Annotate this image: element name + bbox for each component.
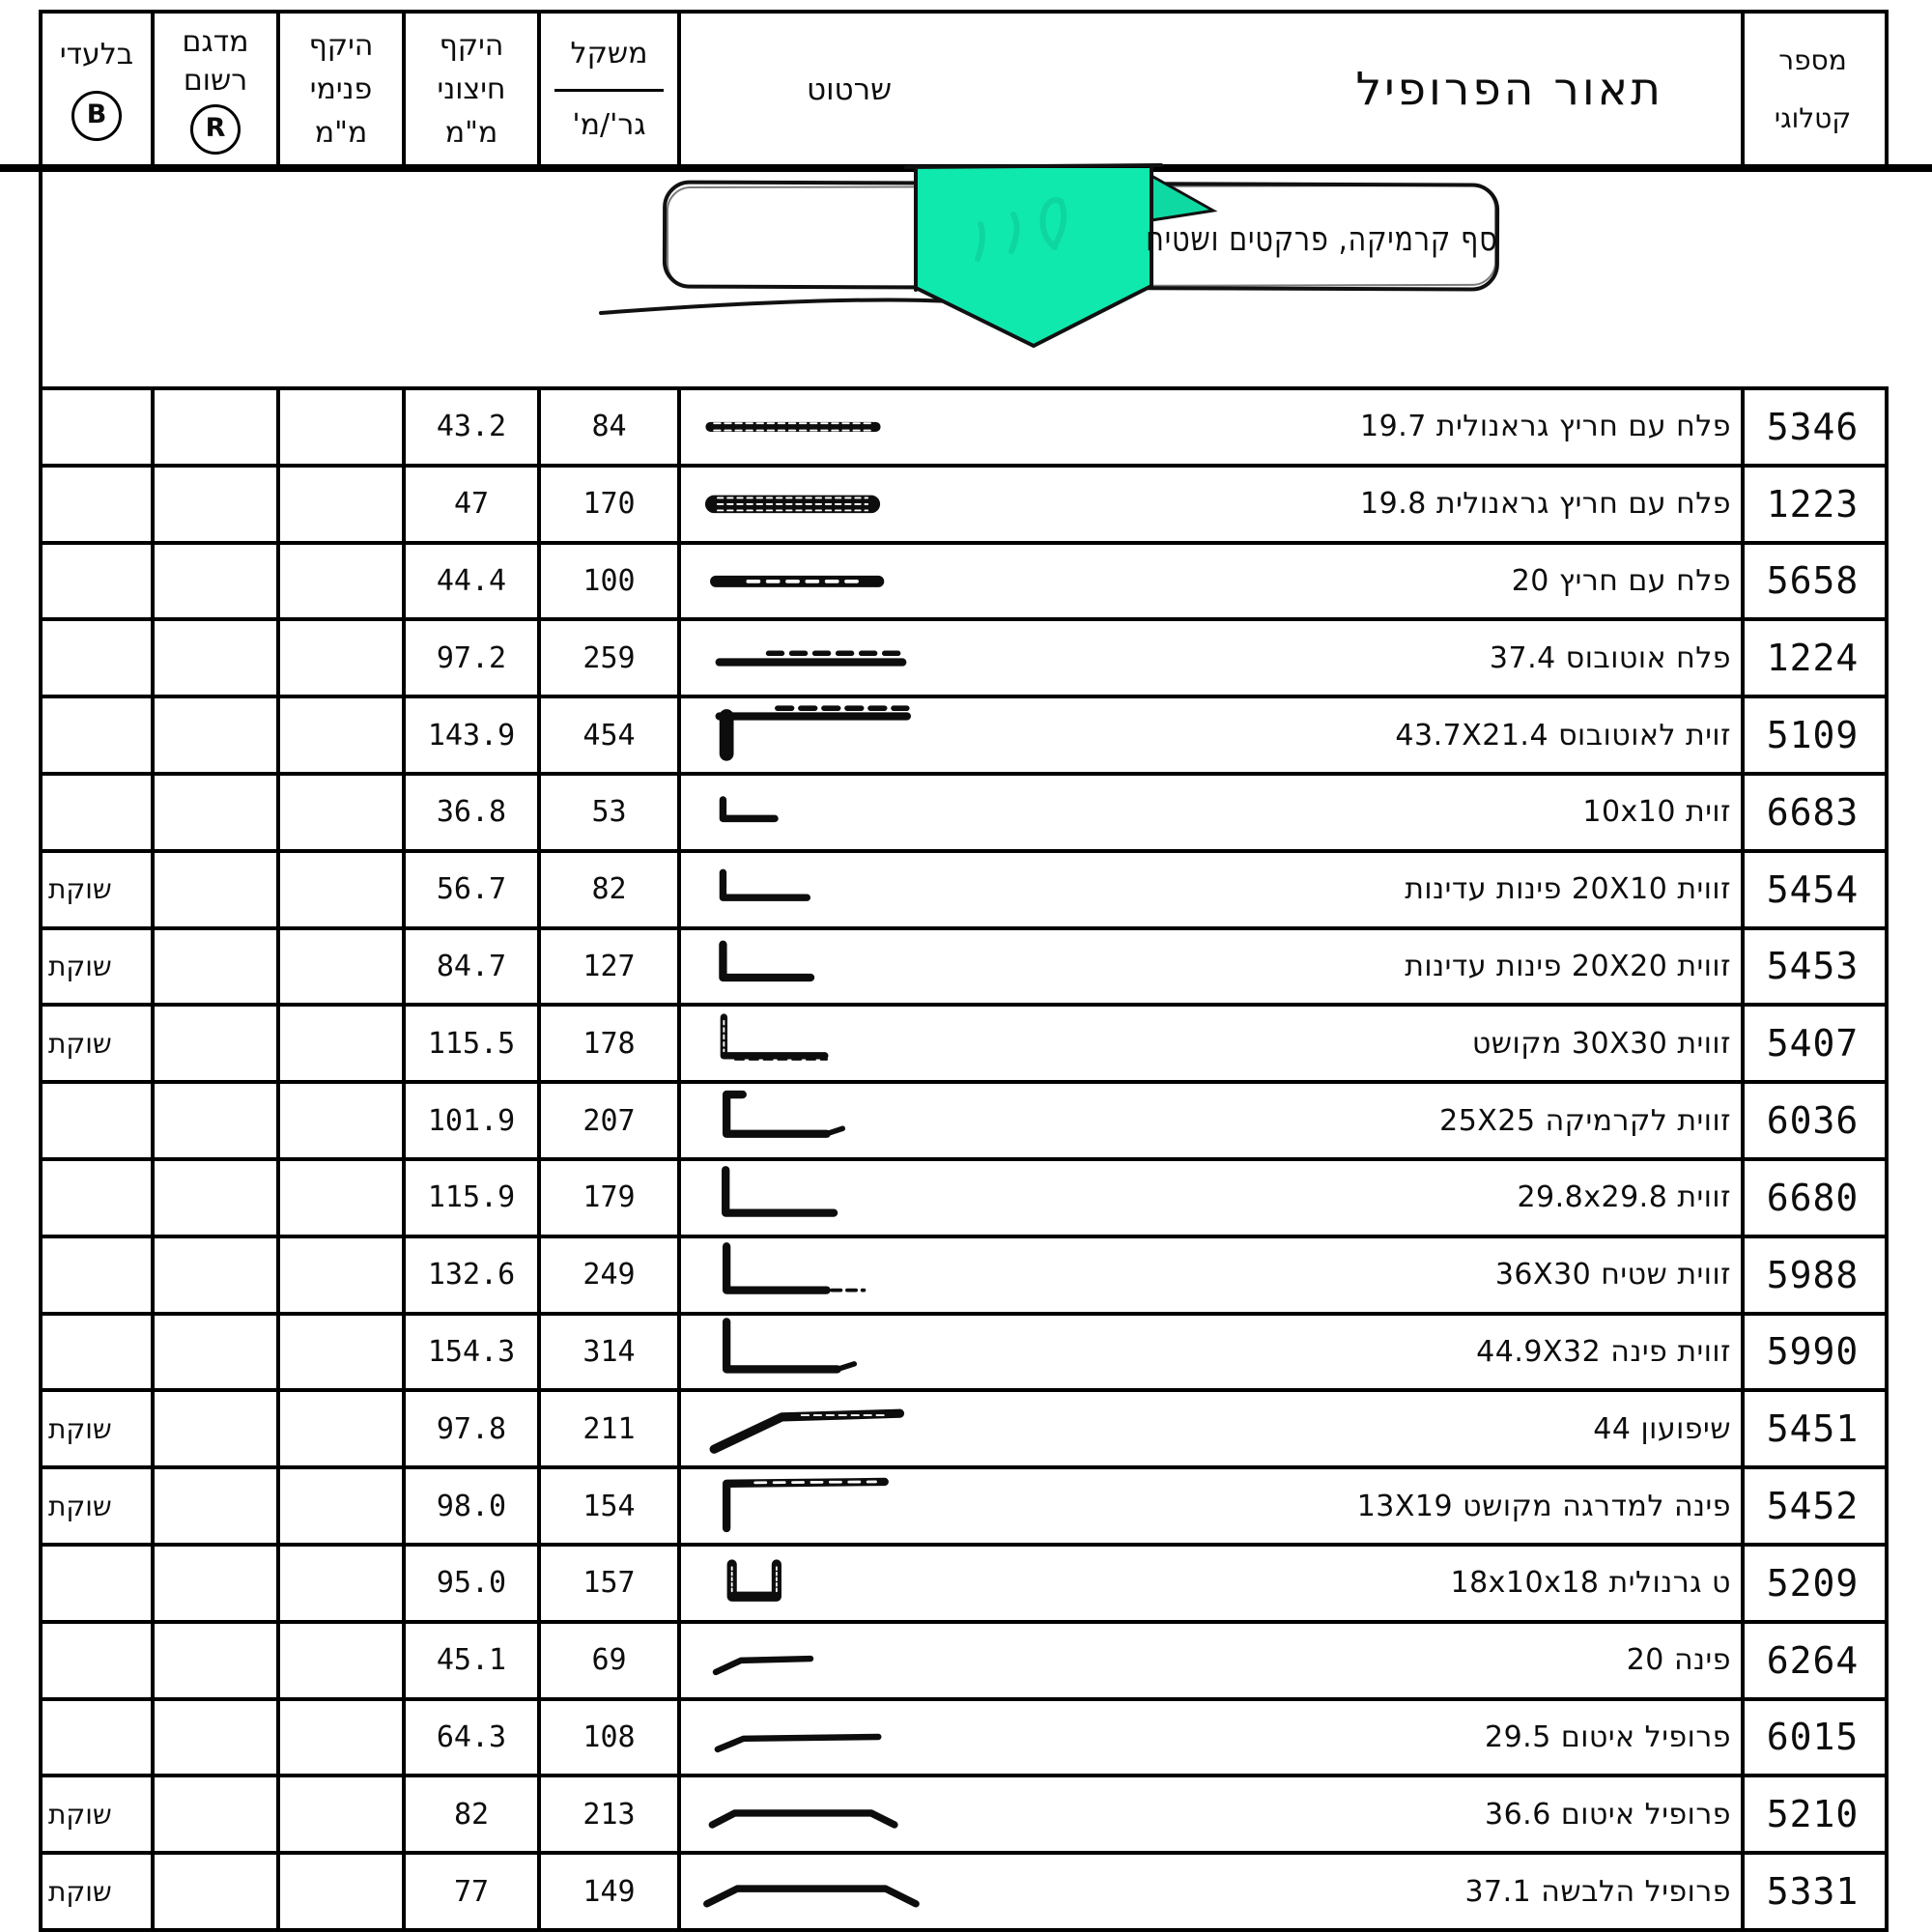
catalog-number: 6683 [1766,790,1860,834]
catalog-number: 5346 [1766,405,1860,448]
profile-drawing [693,621,1021,695]
exclusive-cell [43,1161,155,1235]
outer-perimeter-cell: 64.3 [406,1701,541,1775]
profile-drawing [693,1624,1021,1697]
inner-perimeter-cell [280,1547,406,1620]
catalog-number: 6036 [1766,1099,1860,1143]
weight-cell: 211 [541,1392,681,1465]
table-row [43,698,1885,776]
profile-cell [681,930,1745,1004]
profile-drawing [693,545,1021,618]
table-header [39,10,1889,166]
catalog-number: 1223 [1766,482,1860,526]
weight-cell: 314 [541,1316,681,1389]
outer-perimeter-cell: 77 [406,1855,541,1928]
weight-cell: 149 [541,1855,681,1928]
profile-cell [681,853,1745,926]
weight-cell: 207 [541,1084,681,1157]
profile-drawing [693,1469,1021,1543]
outer-perimeter-cell: 43.2 [406,390,541,464]
banner-swoosh [601,300,964,314]
registered-cell [155,1777,280,1851]
table-row [43,1007,1885,1084]
profile-cell [681,1469,1745,1543]
exclusive-cell: שוקת [43,1777,155,1851]
profile-cell [681,1701,1745,1775]
inner-perimeter-cell [280,1007,406,1080]
exclusive-cell [43,1316,155,1389]
header-outer-line2: חיצוני [437,72,506,106]
registered-cell [155,545,280,618]
registered-cell [155,1007,280,1080]
exclusive-cell [43,390,155,464]
profile-description: זוית לאוטובוס 43.7X21.4 [1395,718,1731,753]
catalog-number: 5990 [1766,1330,1860,1374]
exclusive-cell [43,1084,155,1157]
outer-perimeter-cell: 98.0 [406,1469,541,1543]
catalog-number: 5453 [1766,945,1860,988]
exclusive-cell: שוקת [43,853,155,926]
exclusive-cell [43,776,155,849]
catalog-number: 5331 [1766,1870,1860,1914]
profile-drawing [693,1007,1021,1080]
banner-flag [916,168,1151,348]
outer-perimeter-cell: 143.9 [406,698,541,772]
profile-description: פרופיל איטום 29.5 [1484,1719,1731,1754]
inner-perimeter-cell [280,1392,406,1465]
exclusive-cell: שוקת [43,930,155,1004]
outer-perimeter-cell: 132.6 [406,1238,541,1312]
table-row [43,1238,1885,1316]
outer-perimeter-cell: 56.7 [406,853,541,926]
weight-cell: 53 [541,776,681,849]
profile-cell [681,545,1745,618]
profile-drawing [693,390,1021,464]
profile-drawing [693,776,1021,849]
profile-cell [681,621,1745,695]
exclusive-cell [43,545,155,618]
registered-cell [155,390,280,464]
profile-drawing [693,1777,1021,1851]
inner-perimeter-cell [280,468,406,541]
outer-perimeter-cell: 97.2 [406,621,541,695]
header-weight-unit: גר'/מ' [572,108,646,143]
profile-description: פרופיל הלבשה 37.1 [1464,1874,1731,1909]
profile-cell [681,468,1745,541]
catalog-number: 5988 [1766,1253,1860,1296]
inner-perimeter-cell [280,930,406,1004]
profile-cell [681,1777,1745,1851]
table-row [43,1316,1885,1393]
profile-drawing [693,930,1021,1004]
registered-cell [155,1161,280,1235]
registered-cell [155,1469,280,1543]
profile-drawing [693,1701,1021,1775]
header-outer-line1: היקף [439,29,504,63]
registered-cell [155,1084,280,1157]
exclusive-cell: שוקת [43,1007,155,1080]
table-row [43,853,1885,930]
header-weight [541,14,681,166]
exclusive-cell [43,468,155,541]
profile-description: זווית שטיח 36X30 [1494,1258,1731,1293]
table-row [43,1701,1885,1778]
table-row [43,1855,1885,1928]
exclusive-cell: שוקת [43,1392,155,1465]
exclusive-cell [43,1547,155,1620]
weight-cell: 154 [541,1469,681,1543]
weight-cell: 69 [541,1624,681,1697]
outer-perimeter-cell: 47 [406,468,541,541]
header-catalog-number [1745,14,1881,166]
registered-cell [155,1547,280,1620]
catalog-number: 6264 [1766,1638,1860,1682]
profile-description: פלח עם חריץ גראנולית 19.7 [1360,410,1731,444]
table-row [43,390,1885,468]
registered-cell [155,1316,280,1389]
inner-perimeter-cell [280,698,406,772]
inner-perimeter-cell [280,776,406,849]
header-inner-perimeter [280,14,406,166]
inner-perimeter-cell [280,621,406,695]
inner-perimeter-cell [280,1161,406,1235]
profile-cell [681,698,1745,772]
catalog-number: 5109 [1766,714,1860,757]
catalog-table [39,386,1889,1932]
profile-cell [681,776,1745,849]
header-drawing-description [681,14,1745,166]
catalog-number: 5451 [1766,1407,1860,1451]
inner-perimeter-cell [280,1777,406,1851]
header-inner-line2: פנימי [309,72,373,106]
profile-drawing [693,1238,1021,1312]
header-inner-unit: מ"מ [314,116,368,150]
catalog-number: 5452 [1766,1485,1860,1528]
header-catalog-line2: קטלוגי [1774,101,1852,134]
table-row [43,1084,1885,1161]
weight-cell: 84 [541,390,681,464]
registered-cell [155,930,280,1004]
exclusive-cell: שוקת [43,1855,155,1928]
inner-perimeter-cell [280,1238,406,1312]
weight-cell: 178 [541,1007,681,1080]
header-outer-perimeter [406,14,541,166]
profile-cell [681,1547,1745,1620]
table-row [43,1161,1885,1238]
catalog-number: 5210 [1766,1793,1860,1836]
exclusive-cell [43,621,155,695]
weight-cell: 170 [541,468,681,541]
table-row [43,1469,1885,1547]
profile-cell [681,1238,1745,1312]
registered-cell [155,853,280,926]
circled-r-icon: R [190,104,241,155]
profile-drawing [693,698,1021,772]
table-row [43,1777,1885,1855]
profile-description: זווית פינה 44.9X32 [1476,1334,1731,1369]
inner-perimeter-cell [280,545,406,618]
registered-cell [155,468,280,541]
profile-cell [681,1316,1745,1389]
profile-description: זווית 20X10 פינות עדינות [1405,872,1731,907]
profile-description: זווית 30X30 מקושט [1471,1026,1731,1061]
registered-cell [155,1701,280,1775]
outer-perimeter-cell: 115.9 [406,1161,541,1235]
inner-perimeter-cell [280,1624,406,1697]
profile-description: זוית 10x10 [1582,795,1731,830]
outer-perimeter-cell: 154.3 [406,1316,541,1389]
header-registered-line2: רשום [183,64,248,98]
catalog-number: 5209 [1766,1561,1860,1605]
weight-cell: 213 [541,1777,681,1851]
table-row [43,930,1885,1008]
exclusive-cell [43,698,155,772]
inner-perimeter-cell [280,1469,406,1543]
header-exclusive [43,14,155,166]
outer-perimeter-cell: 101.9 [406,1084,541,1157]
table-row [43,468,1885,545]
table-row [43,1392,1885,1469]
outer-perimeter-cell: 95.0 [406,1547,541,1620]
header-description-label: תאור הפרופיל [1355,63,1663,116]
profile-drawing [693,1392,1021,1465]
weight-cell: 127 [541,930,681,1004]
profile-description: זווית 20X20 פינות עדינות [1405,949,1731,983]
weight-cell: 454 [541,698,681,772]
profile-description: פינה 20 [1626,1643,1731,1678]
exclusive-cell: שוקת [43,1469,155,1543]
outer-perimeter-cell: 84.7 [406,930,541,1004]
exclusive-cell [43,1238,155,1312]
table-row [43,1547,1885,1624]
profile-cell [681,1855,1745,1928]
profile-drawing [693,468,1021,541]
registered-cell [155,1624,280,1697]
profile-description: פלח אוטובוס 37.4 [1489,640,1731,675]
outer-perimeter-cell: 44.4 [406,545,541,618]
circled-b-icon: B [71,91,122,141]
profile-cell [681,1084,1745,1157]
header-registered-design [155,14,280,166]
header-outer-unit: מ"מ [444,116,498,150]
registered-cell [155,1238,280,1312]
profile-cell [681,1392,1745,1465]
inner-perimeter-cell [280,853,406,926]
header-registered-line1: מדגם [182,24,249,59]
profile-drawing [693,1547,1021,1620]
profile-cell [681,390,1745,464]
header-drawing-label: שרטוט [807,72,893,107]
catalog-number: 5407 [1766,1022,1860,1065]
profile-description: פלח עם חריץ גראנולית 19.8 [1360,487,1731,522]
table-row [43,545,1885,622]
profile-drawing [693,1316,1021,1389]
table-row [43,1624,1885,1701]
profile-description: שיפועון 44 [1593,1411,1731,1446]
inner-perimeter-cell [280,1084,406,1157]
outer-perimeter-cell: 45.1 [406,1624,541,1697]
profile-cell [681,1624,1745,1697]
weight-cell: 100 [541,545,681,618]
table-row [43,621,1885,698]
profile-description: פרופיל איטום 36.6 [1484,1797,1731,1832]
outer-perimeter-cell: 115.5 [406,1007,541,1080]
catalog-number: 6015 [1766,1716,1860,1759]
profile-description: פלח עם חריץ 20 [1511,563,1731,598]
outer-perimeter-cell: 97.8 [406,1392,541,1465]
table-row [43,776,1885,853]
weight-cell: 259 [541,621,681,695]
inner-perimeter-cell [280,1701,406,1775]
registered-cell [155,1855,280,1928]
banner-sketch [541,155,1565,391]
outer-perimeter-cell: 82 [406,1777,541,1851]
exclusive-cell [43,1624,155,1697]
registered-cell [155,1392,280,1465]
inner-perimeter-cell [280,1855,406,1928]
profile-drawing [693,1855,1021,1928]
weight-cell: 157 [541,1547,681,1620]
inner-perimeter-cell [280,1316,406,1389]
profile-drawing [693,1084,1021,1157]
catalog-number: 5658 [1766,559,1860,603]
weight-cell: 82 [541,853,681,926]
profile-cell [681,1007,1745,1080]
table-left-edge [39,172,43,386]
exclusive-cell [43,1701,155,1775]
profile-drawing [693,853,1021,926]
profile-description: פינה למדרגה מקושט 13X19 [1356,1489,1731,1523]
registered-cell [155,621,280,695]
header-inner-line1: היקף [308,29,374,63]
header-catalog-line1: מספר [1778,44,1847,77]
weight-cell: 179 [541,1161,681,1235]
profile-description: ט גרנולית 18x10x18 [1450,1566,1731,1601]
registered-cell [155,698,280,772]
outer-perimeter-cell: 36.8 [406,776,541,849]
catalog-number: 5454 [1766,867,1860,911]
weight-cell: 249 [541,1238,681,1312]
banner-title: סף קרמיקה, פרקטים ושטיח [1146,220,1498,259]
catalog-number: 6680 [1766,1176,1860,1219]
profile-description: זווית 29.8x29.8 [1517,1180,1731,1215]
divider [554,89,664,92]
weight-cell: 108 [541,1701,681,1775]
profile-cell [681,1161,1745,1235]
header-exclusive-label: בלעדי [59,38,134,71]
inner-perimeter-cell [280,390,406,464]
header-weight-label: משקל [570,36,648,71]
catalog-number: 1224 [1766,637,1860,680]
profile-description: זווית לקרמיקה 25X25 [1439,1103,1731,1138]
registered-cell [155,776,280,849]
profile-drawing [693,1161,1021,1235]
